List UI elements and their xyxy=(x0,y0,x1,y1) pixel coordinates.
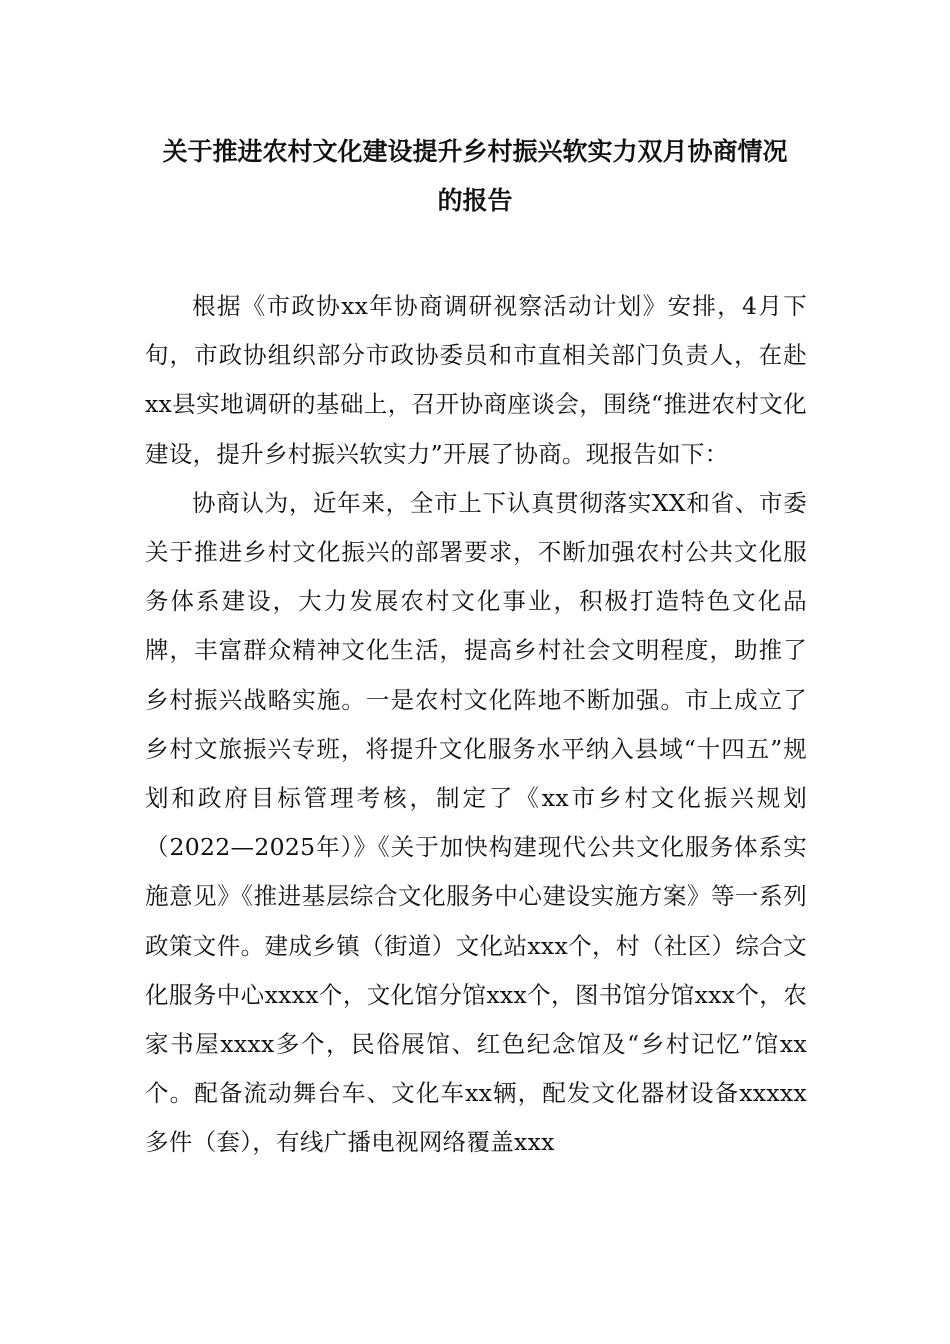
document-body xyxy=(145,282,807,1168)
paragraph-intro: 根据《市政协xx年协商调研视察活动计划》安排，4月下旬，市政协组织部分市政协委员和市直相关部门负责人，在赴xx县实地调研的基础上，召开协商座谈会，围绕“推进农村文化建设，提升乡村振兴软实力”开展了协商。现报告如下： xyxy=(145,292,807,468)
document-title-line-1: 关于推进农村文化建设提升乡村振兴软实力双月协商情况 xyxy=(162,137,788,166)
document-title-line-2: 的报告 xyxy=(437,186,513,215)
paragraph-consultation: 协商认为，近年来，全市上下认真贯彻落实XX和省、市委关于推进乡村文化振兴的部署要求，不断加强农村公共文化服务体系建设，大力发展农村文化事业，积极打造特色文化品牌，丰富群众精神文化生活，提高乡村社会文明程度，助推了乡村振兴战略实施。一是农村文化阵地不断加强。市上成立了乡村文旅振兴专班，将提升文化服务水平纳入县域“十四五”规划和政府目标管理考核，制定了《xx市乡村文化振兴规划（2022—2025年）》《关于加快构建现代公共文化服务体系实施意见》《推进基层综合文化服务中心建设实施方案》等一系列政策文件。建成乡镇（街道）文化站xxx个，村（社区）综合文化服务中心xxxx个，文化馆分馆xxx个，图书馆分馆xxx个，农家书屋xxxx多个，民俗展馆、红色纪念馆及“乡村记忆”馆xx个。配备流动舞台车、文化车xx辆，配发文化器材设备xxxxx多件（套），有线广播电视网络覆盖xxx xyxy=(145,488,807,1157)
